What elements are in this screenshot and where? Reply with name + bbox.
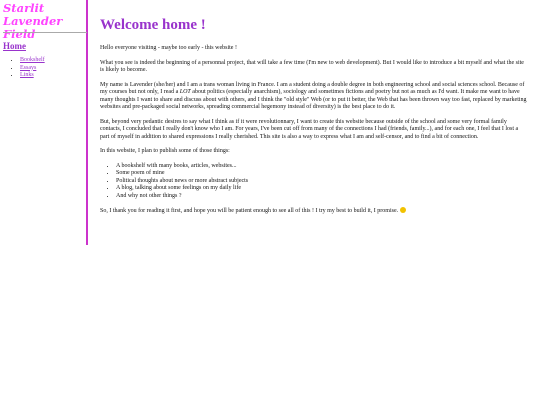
- plans-list: [100, 163, 528, 201]
- home-link[interactable]: Home: [3, 41, 26, 51]
- about-emphasis: LOT: [179, 89, 191, 95]
- site-title: Starlit Lavender Field: [3, 1, 63, 41]
- page-title: Welcome home !: [100, 17, 206, 33]
- list-item: • A blog, talking about some feelings on my daily life: [116, 185, 528, 193]
- intro-paragraph: Hello everyone visiting - maybe too early - this website !: [100, 45, 237, 51]
- nav-list: [10, 57, 45, 80]
- smiley-icon: [400, 207, 406, 213]
- about-paragraph: [100, 82, 528, 112]
- list-item: • And why not other things ?: [116, 193, 528, 201]
- links-link[interactable]: Links: [20, 72, 34, 78]
- sidebar: [0, 0, 88, 245]
- motivation-paragraph: But, beyond very pedantic desires to say what I think as if it were revolutionnary, I want to create this website because outside of the school and some very formal family contacts, I concluded that I really don't know who I am. For years, I've been cut off from many of the connections I had (friends, family...), and for each one, I feel that I lost a part of myself in addition to shared expressions I really cherished. This site is also a way to express what I am and self-censor, and to find a bit of connection.: [100, 118, 519, 140]
- bookshelf-link[interactable]: Bookshelf: [20, 57, 45, 63]
- plans-intro: In this website, I plan to publish some of those things:: [100, 148, 230, 154]
- about-text-start: My name is Lavender (she/her) and I am a trans woman living in France. I am a student doing a double degree in both engineering school and social sciences school. Because of my courses but not only, I read a: [100, 81, 525, 95]
- nav-item-bookshelf: [20, 57, 45, 65]
- closing-text: So, I thank you for reading it first, and hope you will be patient enough to see all of this ! I try my best to build it, I promise.: [100, 208, 400, 214]
- list-item: • Political thoughts about news or more abstract subjects: [116, 178, 528, 186]
- project-paragraph: What you see is indeed the beginning of a personnal project, that will take a few time (I'm new to web development). But I would like to introduce a bit myself and what the site is likely to become.: [100, 59, 524, 73]
- nav-item-essays: [20, 65, 45, 73]
- about-text-end: about politics (especially anarchism), sociology and sometimes fictions and poetry but not as much as I'd want. It make me want to have many thoughts I want to share and discuss about with others, and I think the "old style" Web (or to put it better, the Web that has been thrown way too fast, replaced by marketing websites and pre-packaged social networks, spreading commercial hegemony instead of diversity) is the best place to do it.: [100, 89, 527, 110]
- title-divider: [3, 32, 87, 33]
- essays-link[interactable]: Essays: [20, 64, 37, 71]
- closing-paragraph: [100, 207, 528, 216]
- nav-item-links: [20, 72, 45, 80]
- list-item: • A bookshelf with many books, articles, websites...: [116, 163, 528, 171]
- list-item: • Some poem of mine: [116, 170, 528, 178]
- main-content: [100, 16, 528, 223]
